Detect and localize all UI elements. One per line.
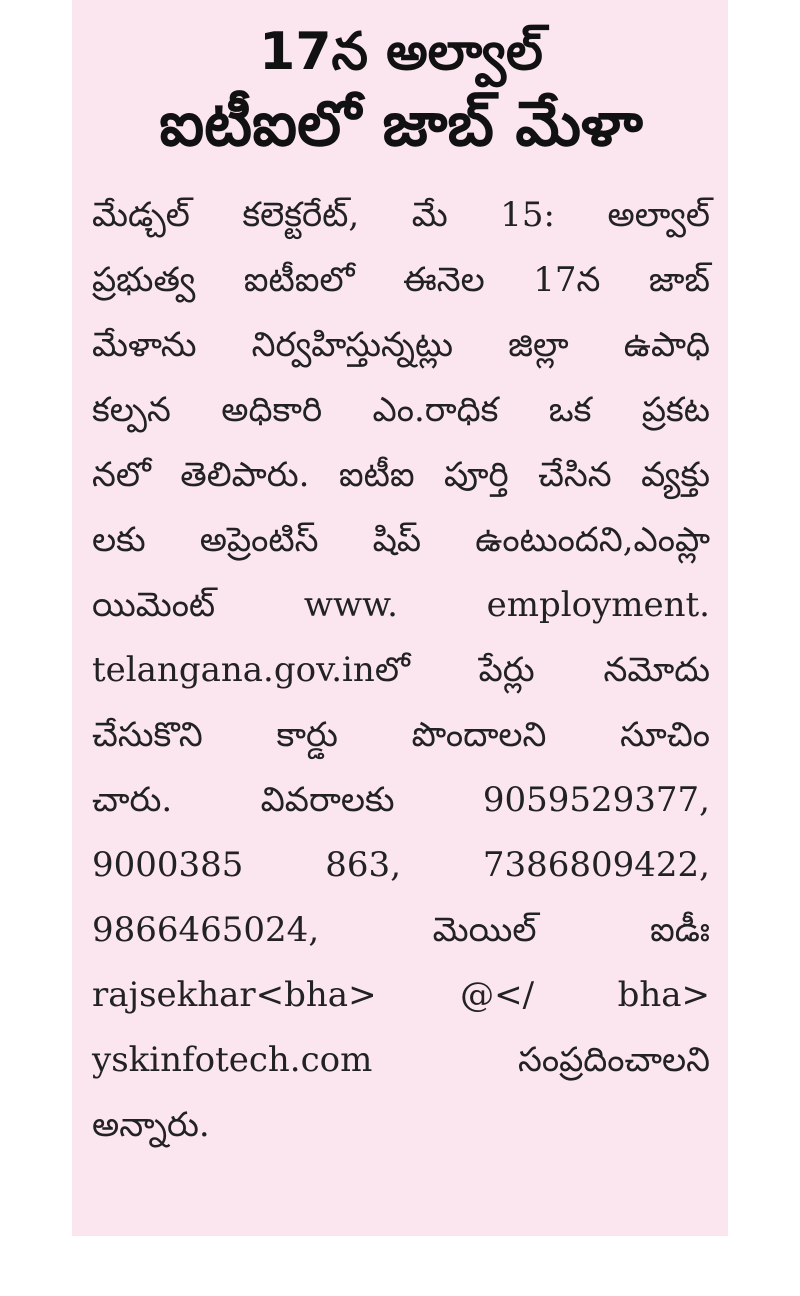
body-line: అన్నారు. bbox=[92, 1104, 210, 1145]
body-line: rajsekhar<bha> @</ bha> bbox=[92, 974, 710, 1015]
body-line: కల్పన అధికారి ఎం.రాధిక ఒక ప్రకట bbox=[92, 389, 710, 430]
body-line: యిమెంట్ www. employment. bbox=[92, 584, 710, 625]
article-body bbox=[92, 183, 710, 1158]
headline-line-2: ఐటీఐలో జాబ్ మేళా bbox=[159, 87, 643, 161]
body-line: మేడ్చల్ కలెక్టరేట్, మే 15: అల్వాల్ bbox=[92, 194, 710, 235]
news-clipping bbox=[72, 0, 728, 1236]
body-line: 9866465024, మెయిల్ ఐడీః bbox=[92, 909, 710, 950]
headline bbox=[92, 22, 710, 161]
body-line: నలో తెలిపారు. ఐటీఐ పూర్తి చేసిన వ్యక్తు bbox=[92, 454, 710, 495]
body-line: మేళాను నిర్వహిస్తున్నట్లు జిల్లా ఉపాధి bbox=[92, 324, 710, 365]
headline-line-1: 17న అల్వాల్ bbox=[259, 22, 543, 82]
body-line: చేసుకొని కార్డు పొందాలని సూచిం bbox=[92, 714, 710, 755]
body-line: ప్రభుత్వ ఐటీఐలో ఈనెల 17న జాబ్ bbox=[92, 259, 710, 300]
body-line: లకు అప్రెంటిస్ షిప్ ఉంటుందని,ఎంప్లా bbox=[92, 519, 710, 560]
body-line: yskinfotech.com సంప్రదించాలని bbox=[92, 1039, 710, 1080]
body-line: చారు. వివరాలకు 9059529377, bbox=[92, 779, 710, 820]
body-line: telangana.gov.inలో పేర్లు నమోదు bbox=[92, 649, 710, 690]
body-line: 9000385 863, 7386809422, bbox=[92, 844, 710, 885]
